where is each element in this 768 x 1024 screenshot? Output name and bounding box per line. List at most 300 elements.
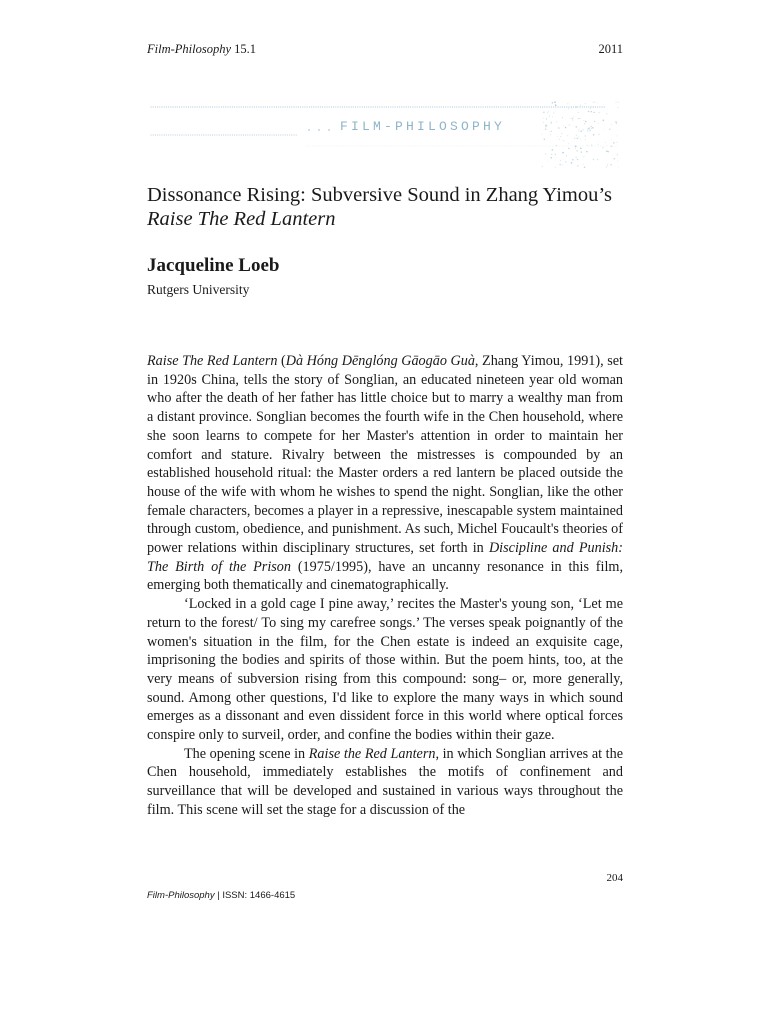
banner-dot — [576, 150, 578, 152]
banner-dot — [574, 146, 575, 147]
banner-dot — [326, 106, 327, 107]
banner-dot — [561, 133, 562, 134]
banner-dot — [199, 134, 200, 135]
banner-dot — [394, 146, 395, 147]
banner-dot — [439, 146, 440, 147]
banner-dot — [322, 146, 323, 147]
banner-dot — [183, 134, 184, 135]
banner-dot — [489, 106, 490, 107]
banner-dot — [311, 106, 312, 107]
banner-dot — [340, 146, 341, 147]
banner-dot — [555, 167, 556, 168]
banner-dot — [511, 146, 512, 147]
banner-dot — [466, 146, 467, 147]
logo-text: FILM-PHILOSOPHY — [340, 119, 506, 134]
banner-dot — [560, 106, 561, 107]
banner-dot — [562, 146, 563, 147]
banner-dot — [337, 146, 338, 147]
banner-dot — [559, 164, 560, 165]
banner-dot — [225, 134, 226, 135]
banner-dot — [203, 106, 204, 107]
banner-dot — [499, 146, 500, 147]
banner-dot — [604, 106, 605, 107]
banner-dot — [267, 106, 268, 107]
banner-dot — [564, 106, 565, 107]
banner-dot — [328, 146, 329, 147]
banner-dot — [186, 106, 187, 107]
banner-dot — [550, 134, 551, 135]
banner-dot — [328, 129, 330, 131]
banner-dot — [343, 146, 344, 147]
banner-dot — [183, 106, 184, 107]
banner-dot — [573, 106, 574, 107]
banner-dot — [276, 106, 277, 107]
banner-dot — [607, 146, 608, 147]
banner-dot — [579, 129, 581, 131]
banner-dot — [373, 106, 374, 107]
banner-dot — [478, 146, 479, 147]
banner-dot — [590, 107, 591, 108]
banner-dot — [291, 134, 292, 135]
author-affiliation: Rutgers University — [147, 282, 250, 297]
banner-dot — [552, 102, 554, 104]
banner-dot — [230, 134, 231, 135]
banner-dot — [318, 129, 320, 131]
banner-dot — [210, 106, 211, 107]
banner-dot — [388, 106, 389, 107]
banner-dot — [548, 111, 549, 112]
banner-dot — [179, 134, 180, 135]
banner-dot — [201, 134, 202, 135]
banner-dot — [588, 106, 589, 107]
banner-dot — [223, 134, 224, 135]
banner-dot — [421, 146, 422, 147]
author-name: Jacqueline Loeb — [147, 255, 280, 276]
banner-dot — [614, 158, 615, 159]
banner-dot — [594, 121, 595, 122]
banner-dot — [517, 146, 518, 147]
banner-dot — [439, 106, 440, 107]
banner-dot — [617, 161, 618, 162]
banner-dot — [563, 125, 564, 126]
banner-dot — [551, 131, 552, 132]
banner-dot — [589, 127, 590, 128]
banner-dot — [465, 106, 466, 107]
banner-dot — [560, 164, 562, 166]
banner-dot — [593, 112, 594, 113]
film-title: Raise The Red Lantern — [147, 353, 278, 369]
banner-dot — [238, 134, 239, 135]
banner-dot — [598, 134, 599, 135]
banner-dot — [181, 134, 182, 135]
banner-dot — [461, 106, 462, 107]
banner-dot — [234, 134, 235, 135]
banner-dot — [595, 146, 596, 147]
banner-dot — [392, 106, 393, 107]
banner-dot — [585, 135, 586, 136]
banner-dot — [406, 146, 407, 147]
banner-dot — [593, 102, 594, 103]
banner-dot — [586, 106, 587, 107]
banner-dot — [212, 106, 213, 107]
banner-dot — [557, 136, 558, 137]
banner-dot — [606, 151, 607, 152]
banner-dot — [584, 106, 585, 107]
banner-dot — [159, 106, 160, 107]
banner-dot — [361, 146, 362, 147]
banner-dot — [573, 116, 574, 117]
banner-dot — [298, 106, 299, 107]
banner-dot — [155, 134, 156, 135]
banner-dot — [245, 106, 246, 107]
banner-dot — [234, 106, 235, 107]
banner-dot — [403, 106, 404, 107]
banner-dot — [547, 146, 548, 147]
banner-dot — [249, 134, 250, 135]
banner-dot — [194, 106, 195, 107]
banner-dot — [274, 106, 275, 107]
banner-dot — [580, 131, 582, 133]
banner-dot — [157, 134, 158, 135]
banner-dot — [333, 106, 334, 107]
banner-dot — [368, 106, 369, 107]
banner-dot — [318, 106, 319, 107]
banner-dot — [227, 106, 228, 107]
banner-dot — [190, 106, 191, 107]
banner-dot — [558, 127, 560, 129]
banner-dot — [436, 106, 437, 107]
banner-dot — [566, 106, 567, 107]
banner-dot — [496, 146, 497, 147]
banner-dot — [598, 146, 599, 147]
banner-dot — [577, 106, 578, 107]
banner-dot — [430, 146, 431, 147]
banner-dot — [346, 106, 347, 107]
banner-dot — [573, 120, 574, 121]
footer-issn: | ISSN: 1466-4615 — [214, 890, 296, 901]
banner-dot — [579, 106, 580, 107]
banner-dot — [595, 106, 596, 107]
banner-dot — [161, 106, 162, 107]
banner-dot — [168, 106, 169, 107]
banner-dot — [296, 134, 297, 135]
banner-dot — [309, 106, 310, 107]
banner-dot — [153, 134, 154, 135]
banner-dot — [310, 146, 311, 147]
banner-dot — [287, 134, 288, 135]
banner-dot — [362, 106, 363, 107]
banner-dot — [186, 134, 187, 135]
banner-dot — [418, 146, 419, 147]
banner-dot — [554, 101, 556, 103]
banner-dot — [597, 159, 598, 160]
banner-dot — [419, 106, 420, 107]
banner-dot — [197, 134, 198, 135]
paragraph-1 — [147, 352, 623, 595]
banner-dot — [569, 124, 571, 126]
banner-dot — [221, 134, 222, 135]
banner-dot — [304, 106, 305, 107]
banner-dot — [276, 134, 277, 135]
banner-dot — [481, 146, 482, 147]
banner-dot — [581, 151, 583, 153]
banner-dot — [593, 134, 594, 135]
banner-dot — [522, 106, 523, 107]
banner-dot — [243, 134, 244, 135]
banner-dot — [258, 134, 259, 135]
banner-dot — [613, 146, 614, 147]
banner-dot — [542, 134, 543, 135]
banner-dot — [553, 112, 554, 113]
banner-dot — [159, 134, 160, 135]
banner-dot — [576, 106, 577, 107]
banner-dot — [348, 106, 349, 107]
banner-dot — [583, 156, 584, 157]
banner-dot — [254, 106, 255, 107]
banner-dot — [509, 106, 510, 107]
banner-dot — [579, 118, 580, 119]
banner-dot — [236, 106, 237, 107]
banner-dot — [567, 103, 569, 105]
banner-dot — [571, 107, 572, 108]
page-footer — [147, 890, 295, 902]
banner-dot — [432, 106, 433, 107]
banner-dot — [585, 139, 586, 140]
banner-dot — [520, 106, 521, 107]
banner-dot — [458, 106, 459, 107]
banner-dot — [456, 106, 457, 107]
banner-dot — [618, 166, 619, 167]
banner-dot — [548, 160, 549, 161]
banner-dot — [472, 146, 473, 147]
banner-dot — [353, 106, 354, 107]
banner-dot — [359, 106, 360, 107]
banner-dot — [164, 106, 165, 107]
banner-dot — [571, 146, 572, 147]
banner-dot — [544, 138, 546, 140]
banner-dot — [386, 106, 387, 107]
banner-dot — [518, 106, 519, 107]
banner-dot — [580, 105, 581, 106]
banner-dot — [285, 134, 286, 135]
banner-dot — [566, 155, 567, 156]
banner-dot — [168, 134, 169, 135]
banner-dot — [535, 106, 536, 107]
film-title: Raise the Red Lantern — [308, 745, 436, 762]
banner-dot — [289, 134, 290, 135]
banner-dot — [542, 106, 543, 107]
banner-dot — [591, 128, 592, 129]
banner-dot — [533, 106, 534, 107]
banner-dot — [175, 134, 176, 135]
banner-dot — [564, 110, 565, 111]
banner-dot — [410, 106, 411, 107]
banner-dot — [414, 106, 415, 107]
banner-dot — [593, 107, 594, 108]
banner-dot — [556, 145, 558, 147]
banner-dot — [543, 122, 544, 123]
banner-dot — [274, 134, 275, 135]
banner-dot — [249, 106, 250, 107]
banner-dot — [578, 137, 579, 138]
banner-dot — [319, 146, 320, 147]
banner-dot — [490, 146, 491, 147]
banner-dot — [364, 106, 365, 107]
banner-dot — [181, 106, 182, 107]
banner-dot — [538, 106, 539, 107]
banner-dot — [175, 106, 176, 107]
banner-dot — [514, 146, 515, 147]
banner-dot — [602, 120, 604, 122]
banner-dot — [604, 146, 605, 147]
banner-dot — [502, 106, 503, 107]
banner-dot — [496, 106, 497, 107]
banner-dot — [596, 102, 597, 103]
banner-dot — [296, 106, 297, 107]
banner-dot — [583, 120, 584, 121]
banner-dot — [448, 146, 449, 147]
banner-dot — [545, 124, 547, 126]
banner-dot — [575, 126, 577, 128]
banner-dot — [263, 134, 264, 135]
banner-dot — [606, 113, 607, 114]
text-run: , in which Songlian arrives at the Chen household, immediately establishes the motifs of confinement and surveillance that will be developed and sustained in various ways throughout the film. This scene will set the stage for a discussion of the — [147, 745, 624, 818]
banner-dot — [617, 154, 618, 155]
article-body — [147, 352, 623, 820]
banner-dot — [433, 146, 434, 147]
banner-dot — [221, 106, 222, 107]
banner-dot — [329, 106, 330, 107]
page-number: 204 — [606, 872, 623, 884]
banner-dot — [565, 127, 567, 129]
banner-dot — [502, 146, 503, 147]
banner-dot — [188, 134, 189, 135]
paragraph-2: ‘Locked in a gold cage I pine away,’ recites the Master's young son, ‘Let me return to the forest/ To sing my carefree songs.’ The verses speak poignantly of the women's situation in the film, for the Chen estate is indeed an exquisite cage, imprisoning the bodies and spirits of those within. But the poem hints, too, at the very means of subversion rising from this compound: song– or, more generally, sound. Among other questions, I'd like to explore the many ways in which sound emerges as a dissonant and even dissident force in this world where optical forces conspire only to surveil, order, and confine the bodies within their gaze. — [147, 596, 623, 744]
issue-number: 15.1 — [234, 42, 257, 56]
banner-dot — [367, 146, 368, 147]
banner-dot — [601, 146, 602, 147]
banner-dot — [252, 134, 253, 135]
banner-dot — [511, 106, 512, 107]
original-title: Dà Hóng Dēnglóng Gāogāo Guà — [285, 353, 475, 369]
banner-dot — [575, 148, 576, 149]
banner-dot — [551, 122, 553, 124]
banner-dot — [291, 106, 292, 107]
banner-dot — [409, 146, 410, 147]
banner-dot — [508, 146, 509, 147]
banner-dot — [216, 106, 217, 107]
banner-dot — [607, 164, 608, 165]
banner-dot — [377, 106, 378, 107]
banner-dot — [340, 106, 341, 107]
banner-dot — [412, 106, 413, 107]
banner-dot — [376, 146, 377, 147]
banner-dot — [199, 106, 200, 107]
banner-dot — [208, 106, 209, 107]
banner-dot — [172, 106, 173, 107]
banner-dot — [597, 144, 598, 145]
banner-dot — [172, 134, 173, 135]
banner-dot — [507, 106, 508, 107]
banner-dot — [585, 103, 586, 104]
banner-dot — [616, 135, 617, 136]
banner-dot — [337, 106, 338, 107]
banner-dot — [236, 134, 237, 135]
banner-dot — [219, 134, 220, 135]
banner-dot — [271, 106, 272, 107]
banner-dot — [192, 134, 193, 135]
banner-dot — [562, 152, 564, 154]
banner-dot — [366, 106, 367, 107]
banner-dot — [593, 101, 594, 102]
banner-dot — [395, 106, 396, 107]
banner-dot — [520, 146, 521, 147]
banner-dot — [260, 134, 261, 135]
banner-dot — [532, 146, 533, 147]
banner-dot — [370, 106, 371, 107]
banner-dot — [457, 146, 458, 147]
banner-dot — [269, 134, 270, 135]
banner-dot — [587, 130, 589, 132]
banner-dot — [538, 146, 539, 147]
banner-dot — [516, 106, 517, 107]
banner-dot — [205, 106, 206, 107]
banner-dot — [225, 106, 226, 107]
banner-dot — [388, 146, 389, 147]
banner-dot — [587, 145, 588, 146]
banner-dot — [375, 106, 376, 107]
banner-dot — [593, 159, 594, 160]
journal-name: Film-Philosophy — [147, 42, 232, 56]
banner-dot — [335, 106, 336, 107]
banner-dot — [214, 134, 215, 135]
banner-dot — [352, 146, 353, 147]
banner-dot — [483, 106, 484, 107]
banner-dot — [584, 166, 586, 168]
banner-dot — [615, 121, 616, 122]
banner-dot — [406, 106, 407, 107]
banner-dot — [417, 106, 418, 107]
banner-dot — [161, 134, 162, 135]
banner-dot — [423, 106, 424, 107]
banner-dot — [601, 106, 602, 107]
banner-dot — [588, 111, 590, 113]
banner-dot — [241, 134, 242, 135]
banner-dot — [580, 148, 582, 150]
banner-dot — [484, 146, 485, 147]
banner-dot — [397, 146, 398, 147]
banner-dot — [355, 106, 356, 107]
banner-dot — [611, 146, 613, 148]
banner-dot — [540, 106, 541, 107]
banner-dot — [313, 106, 314, 107]
banner-dot — [551, 154, 552, 155]
banner-dot — [544, 106, 545, 107]
banner-dot — [401, 106, 402, 107]
banner-dot — [153, 106, 154, 107]
banner-dot — [563, 140, 565, 142]
banner-dot — [546, 118, 547, 119]
journal-logo-banner — [147, 86, 623, 176]
banner-dot — [379, 146, 380, 147]
banner-dot — [542, 166, 543, 167]
banner-dot — [603, 111, 604, 112]
banner-dot — [616, 142, 617, 143]
banner-dot — [241, 106, 242, 107]
banner-dot — [170, 134, 171, 135]
banner-dot — [177, 106, 178, 107]
banner-dot — [544, 146, 545, 147]
